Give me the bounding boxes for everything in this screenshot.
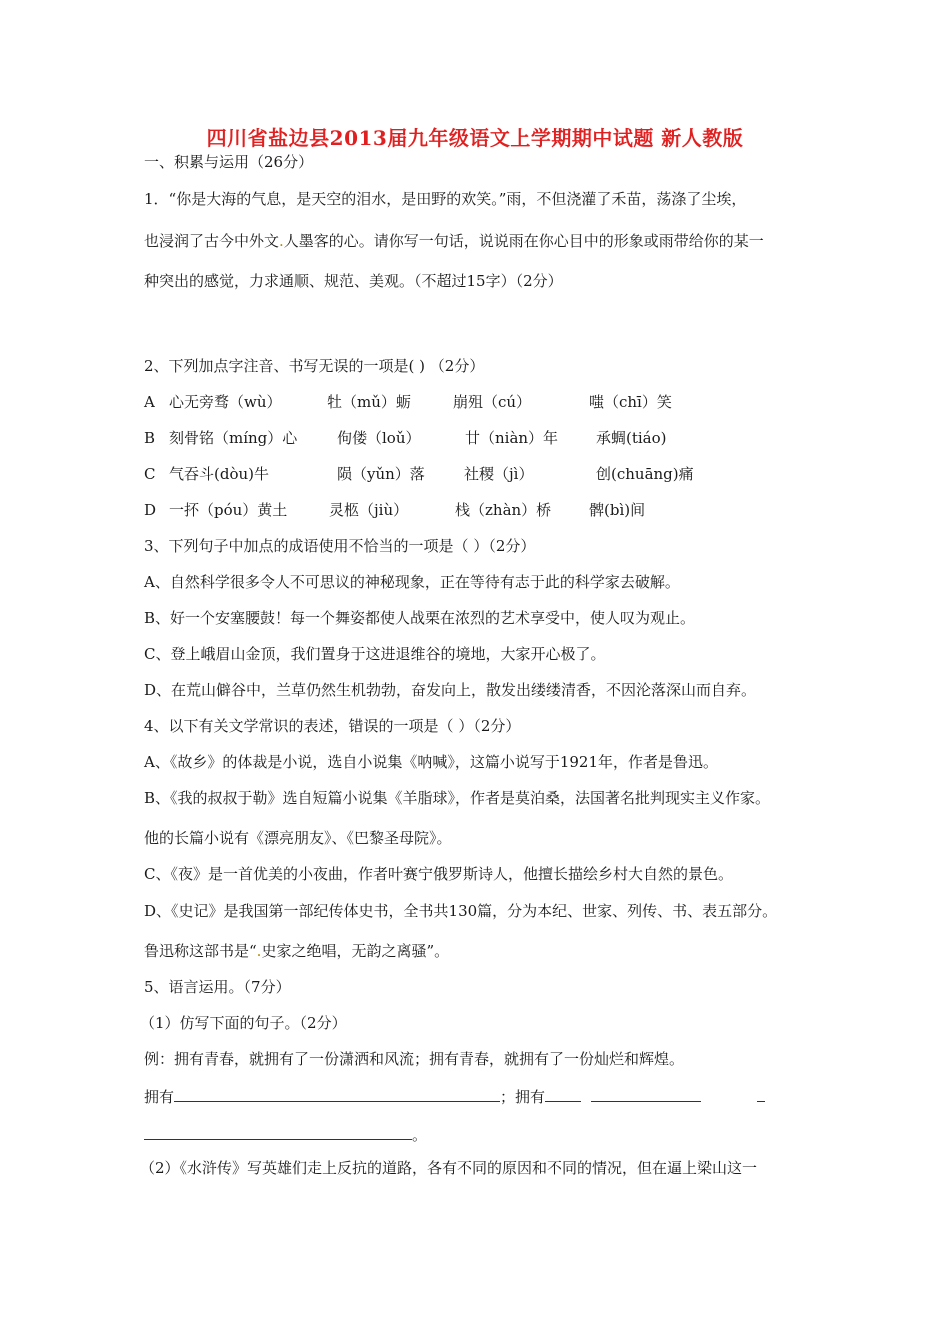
q4-stem: 4、以下有关文学常识的表述，错误的一项是（ ）（2分） bbox=[144, 717, 521, 735]
q4-option-d-line1: D、《史记》是我国第一部纪传体史书，全书共130篇，分为本纪、世家、列传、书、表五部分。 bbox=[144, 902, 778, 920]
q2-option-a-4: 嗤（chī）笑 bbox=[589, 393, 672, 411]
q1-line3: 种突出的感觉，力求通顺、规范、美观。（不超过15字）（2分） bbox=[144, 272, 563, 290]
q2-option-d-1: 一抔（póu）黄土 bbox=[169, 501, 288, 519]
q2-option-b-3: 廿（niàn）年 bbox=[465, 429, 559, 447]
q5-fill-end: 。 bbox=[412, 1126, 428, 1144]
q2-option-a-3: 崩殂（cú） bbox=[453, 393, 532, 411]
q2-option-c-letter: C bbox=[144, 465, 156, 483]
q5-fill-line2 bbox=[144, 1124, 427, 1145]
dot-mark: . bbox=[256, 942, 262, 960]
q2-option-c-2: 陨（yǔn）落 bbox=[337, 465, 425, 483]
q2-option-d-letter: D bbox=[144, 501, 157, 519]
q5-sub2: （2）《水浒传》写英雄们走上反抗的道路，各有不同的原因和不同的情况，但在逼上梁山这一 bbox=[140, 1159, 758, 1177]
q4-option-d-line2a: 鲁迅称这部书是“ bbox=[144, 942, 257, 960]
answer-blank-4[interactable] bbox=[757, 1086, 765, 1102]
q5-stem: 5、语言运用。（7分） bbox=[144, 978, 291, 996]
q4-option-b-line1: B、《我的叔叔于勒》选自短篇小说集《羊脂球》，作者是莫泊桑，法国著名批判现实主义作家。 bbox=[144, 789, 771, 807]
section-heading: 一、积累与运用（26分） bbox=[144, 153, 314, 171]
q3-option-b: B、好一个安塞腰鼓！每一个舞姿都使人战栗在浓烈的艺术享受中，使人叹为观止。 bbox=[144, 609, 696, 627]
q5-sub1: （1）仿写下面的句子。（2分） bbox=[140, 1014, 347, 1032]
q2-option-c-4: 创(chuāng)痛 bbox=[596, 465, 694, 483]
q5-fill-line bbox=[144, 1086, 765, 1107]
q2-option-c-1: 气吞斗(dòu)牛 bbox=[169, 465, 269, 483]
answer-blank-2[interactable] bbox=[545, 1086, 581, 1102]
q3-option-c: C、登上峨眉山金顶，我们置身于这进退维谷的境地，大家开心极了。 bbox=[144, 645, 606, 663]
q2-option-b-letter: B bbox=[144, 429, 156, 447]
q1-line2b: 人墨客的心。请你写一句话，说说雨在你心目中的形象或雨带给你的某一 bbox=[283, 232, 764, 250]
q5-fill-prefix: 拥有 bbox=[144, 1088, 175, 1106]
q2-option-d-4: 髀(bì)间 bbox=[589, 501, 646, 519]
q4-option-d-line2 bbox=[144, 941, 449, 961]
dot-mark: . bbox=[279, 232, 284, 250]
q2-option-b-4: 承蜩(tiáo) bbox=[596, 429, 667, 447]
q1-line2a: 也浸润了古今中外文 bbox=[144, 232, 280, 250]
q3-option-a: A、自然科学很多令人不可思议的神秘现象，正在等待有志于此的科学家去破解。 bbox=[144, 573, 680, 591]
q4-option-d-line2b: 史家之绝唱，无韵之离骚”。 bbox=[261, 942, 450, 960]
q2-option-a-2: 牡（mǔ）蛎 bbox=[327, 393, 411, 411]
q4-option-a: A、《故乡》的体裁是小说，选自小说集《呐喊》，这篇小说写于1921年，作者是鲁迅。 bbox=[144, 753, 719, 771]
q1-line1: 1．“你是大海的气息，是天空的泪水，是田野的欢笑。”雨，不但浇灌了禾苗，荡涤了尘埃， bbox=[144, 190, 747, 208]
q2-option-d-3: 栈（zhàn）桥 bbox=[455, 501, 552, 519]
q3-option-d: D、在荒山僻谷中，兰草仍然生机勃勃，奋发向上，散发出缕缕清香，不因沦落深山而自弃。 bbox=[144, 681, 757, 699]
q2-option-a-1: 心无旁骛（wù） bbox=[169, 393, 282, 411]
answer-blank-1[interactable] bbox=[174, 1086, 500, 1102]
answer-blank-3[interactable] bbox=[591, 1086, 701, 1102]
q4-option-b-line2: 他的长篇小说有《漂亮朋友》、《巴黎圣母院》。 bbox=[144, 829, 452, 847]
q1-line2 bbox=[144, 231, 764, 251]
q3-stem: 3、下列句子中加点的成语使用不恰当的一项是（ ）（2分） bbox=[144, 537, 536, 555]
q2-option-a-letter: A bbox=[144, 393, 155, 411]
q2-stem: 2、下列加点字注音、书写无误的一项是( ) （2分） bbox=[144, 357, 485, 375]
q2-option-b-2: 佝偻（loǔ） bbox=[337, 429, 421, 447]
page-title: 四川省盐边县2013届九年级语文上学期期中试题 新人教版 bbox=[206, 126, 744, 150]
answer-blank-5[interactable] bbox=[144, 1124, 412, 1140]
q4-option-c: C、《夜》是一首优美的小夜曲，作者叶赛宁俄罗斯诗人，他擅长描绘乡村大自然的景色。 bbox=[144, 865, 733, 883]
q5-example: 例：拥有青春，就拥有了一份潇洒和风流；拥有青春，就拥有了一份灿烂和辉煌。 bbox=[144, 1050, 685, 1068]
q2-option-d-2: 灵柩（jiù） bbox=[329, 501, 409, 519]
q2-option-b-1: 刻骨铭（míng）心 bbox=[169, 429, 298, 447]
q2-option-c-3: 社稷（jì） bbox=[464, 465, 534, 483]
q5-fill-mid: ；拥有 bbox=[500, 1088, 546, 1106]
